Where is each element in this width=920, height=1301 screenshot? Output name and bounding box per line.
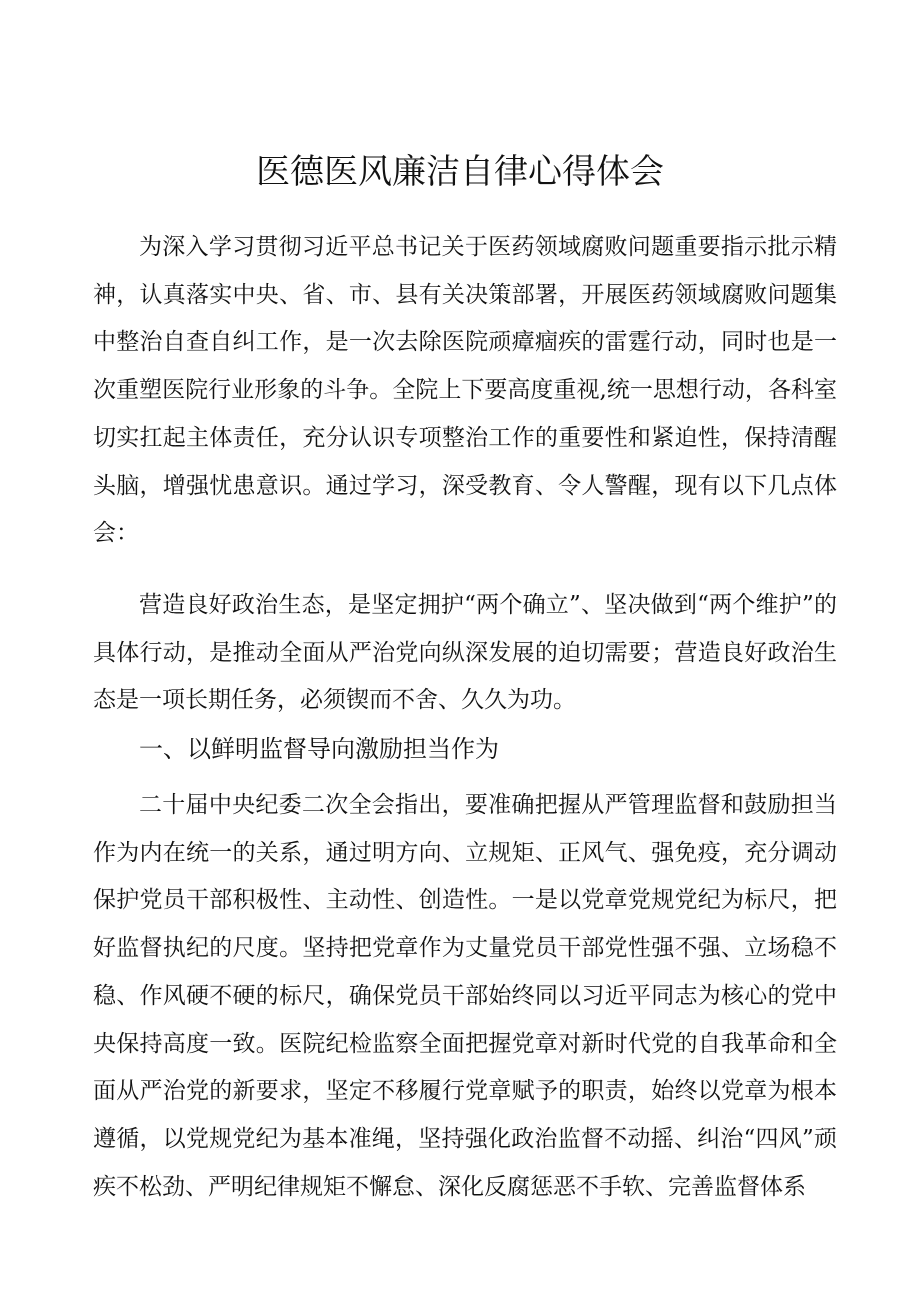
political-ecology-paragraph: 营造良好政治生态，是坚定拥护“两个确立”、坚决做到“两个维护”的具体行动，是推动全面从严治党向纵深发展的迫切需要；营造良好政治生态是一项长期任务，必须锲而不舍、久久为功。 [93, 592, 837, 714]
intro-paragraph: 为深入学习贯彻习近平总书记关于医药领域腐败问题重要指示批示精神，认真落实中央、省、市、县有关决策部署，开展医药领域腐败问题集中整治自查自纠工作，是一次去除医院顽瘴痼疾的雷霆行动，同时也是一次重塑医院行业形象的斗争。全院上下要高度重视,统一思想行动，各科室切实扛起主体责任，充分认识专项整治工作的重要性和紧迫性，保持清醒头脑，增强忧患意识。通过学习，深受教育、令人警醒，现有以下几点体会： [93, 234, 837, 547]
document-title: 医德医风廉洁自律心得体会 [256, 152, 664, 192]
section-heading-1: 一、以鲜明监督导向激励担当作为 [139, 735, 499, 763]
section-1-paragraph: 二十届中央纪委二次全会指出，要准确把握从严管理监督和鼓励担当作为内在统一的关系，通过明方向、立规矩、正风气、强免疫，充分调动保护党员干部积极性、主动性、创造性。一是以党章党规党纪为标尺，把好监督执纪的尺度。坚持把党章作为丈量党员干部党性强不强、立场稳不稳、作风硬不硬的标尺，确保党员干部始终同以习近平同志为核心的党中央保持高度一致。医院纪检监察全面把握党章对新时代党的自我革命和全面从严治党的新要求，坚定不移履行党章赋予的职责，始终以党章为根本遵循，以党规党纪为基本准绳，坚持强化政治监督不动摇、纠治“四风”顽疾不松劲、严明纪律规矩不懈怠、深化反腐惩恶不手软、完善监督体系 [93, 792, 837, 1200]
